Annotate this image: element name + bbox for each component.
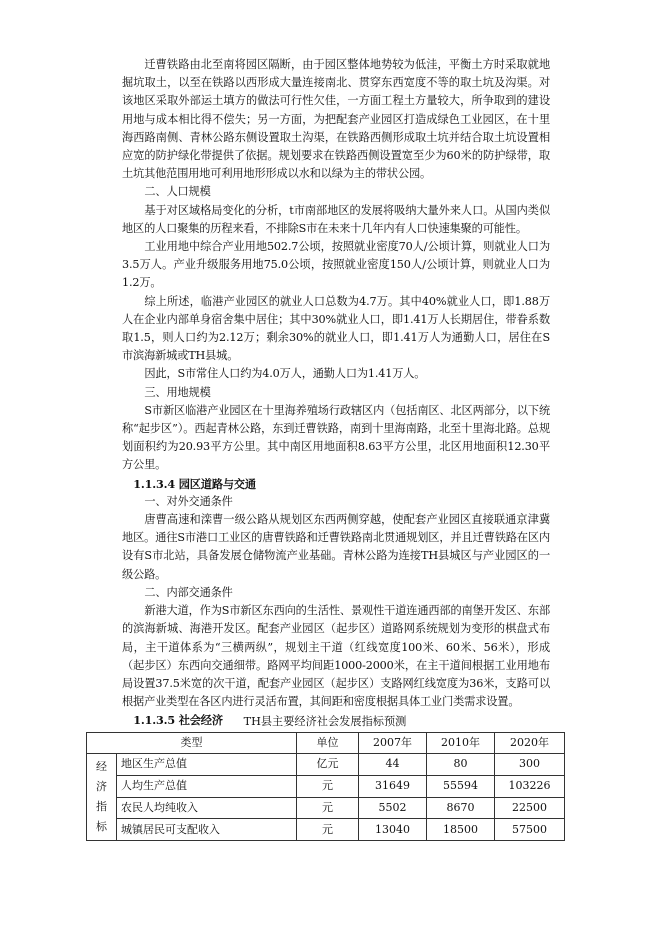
row-value-2007: 44	[359, 754, 427, 776]
section-population-heading: 二、人口规模	[144, 185, 211, 199]
row-value-2007: 5502	[359, 797, 427, 819]
paragraph-employment-calc: 工业用地中综合产业用地502.7公顷，按照就业密度70人/公顷计算，则就业人口为3.5万人。产业升级服务用地75.0公顷，按照就业密度150人/公顷计算，则就业人口为1.2万。	[122, 240, 550, 290]
row-unit: 元	[297, 775, 359, 797]
row-unit: 元	[297, 797, 359, 819]
paragraph-internal-traffic: 新港大道，作为S市新区东西向的生活性、景观性干道连通西部的南堡开发区、东部的滨海新城、海港开发区。配套产业园区（起步区）道路网系统规划为变形的棋盘式布局，主干道体系为“三横两纵”，规划主干道（红线宽度100米、60米、56米），形成（起步区）东西向交通细带。路网平均间距1000-2000米，在主干道间根据工业用地布局设置37.5米宽的次干道，配套产业园区（起步区）支路网红线宽度为36米，支路可以根据产业类型在各区内进行灵活布置，其间距和密度根据具体工业门类需求设置。	[122, 604, 550, 709]
section-internal-traffic-heading: 二、内部交通条件	[144, 585, 233, 599]
paragraph-resident-population: 因此，S市常住人口约为4.0万人，通勤人口为1.41万人。	[144, 367, 426, 381]
paragraph-population-trend: 基于对区域格局变化的分析，t市南部地区的发展将吸纳大量外来人口。从国内类似地区的人口聚集的历程来看，不排除S市在未来十几年内有人口快速集聚的可能性。	[122, 203, 550, 235]
row-value-2010: 55594	[427, 775, 495, 797]
row-name: 地区生产总值	[117, 754, 297, 776]
table-row	[87, 754, 565, 776]
row-value-2007: 31649	[359, 775, 427, 797]
group-label-economic-indicators: 经济指标	[87, 754, 117, 841]
economic-indicator-table	[86, 732, 565, 841]
table-caption: TH县主要经济社会发展指标预测	[243, 715, 407, 728]
row-value-2010: 18500	[427, 819, 495, 841]
section-land-heading: 三、用地规模	[144, 385, 211, 399]
row-name: 人均生产总值	[117, 775, 297, 797]
header-type: 类型	[87, 733, 297, 754]
row-value-2010: 8670	[427, 797, 495, 819]
row-value-2020: 57500	[495, 819, 565, 841]
table-header-row	[87, 733, 565, 754]
economic-indicator-table-block	[86, 714, 564, 841]
table-row	[87, 797, 565, 819]
row-value-2020: 103226	[495, 775, 565, 797]
row-unit: 元	[297, 819, 359, 841]
document-body	[122, 56, 550, 730]
paragraph-earthwork: 迁曹铁路由北至南将园区隔断，由于园区整体地势较为低洼，平衡土方时采取就地掘坑取土，以至在铁路以西形成大量连接南北、贯穿东西宽度不等的取土坑及沟渠。对该地区采取外部运土填方的做法可行性欠佳，一方面工程土方量较大，所争取到的建设用地与成本相比得不偿失；另一方面，为把配套产业园区打造成绿色工业园区，在十里海西路南侧、青林公路东侧设置取土沟渠，在铁路西侧形成取土坑并结合取土坑设置相应宽的防护绿化带提供了依据。规划要求在铁路西侧设置宽至少为60米的防护绿带，取土坑其他范围用地可利用地形形成以水和以绿为主的带状公园。	[122, 58, 550, 181]
table-row	[87, 819, 565, 841]
paragraph-external-traffic: 唐曹高速和滦曹一级公路从规划区东西两侧穿越，使配套产业园区直接联通京津冀地区。通往S市港口工业区的唐曹铁路和迁曹铁路南北贯通规划区，并且迁曹铁路在区内设有S市北站，具备发展仓储物流产业基础。青林公路为连接TH县城区与产业园区的一级公路。	[122, 513, 550, 581]
row-name: 城镇居民可支配收入	[117, 819, 297, 841]
row-value-2007: 13040	[359, 819, 427, 841]
header-unit: 单位	[297, 733, 359, 754]
row-value-2010: 80	[427, 754, 495, 776]
row-value-2020: 300	[495, 754, 565, 776]
row-value-2020: 22500	[495, 797, 565, 819]
table-row	[87, 775, 565, 797]
section-external-traffic-heading: 一、对外交通条件	[144, 494, 233, 508]
header-2010: 2010年	[427, 733, 495, 754]
header-2020: 2020年	[495, 733, 565, 754]
row-name: 农民人均纯收入	[117, 797, 297, 819]
heading-social-economy: 1.1.3.5 社会经济	[133, 713, 223, 728]
row-unit: 亿元	[297, 754, 359, 776]
paragraph-employment-summary: 综上所述，临港产业园区的就业人口总数为4.7万。其中40%就业人口，即1.88万人在企业内部单身宿舍集中居住；其中30%就业人口，即1.41万人长期居住，带眷系数取1.5，则人口约为2.12万；剩余30%的就业人口，即1.41万人为通勤人口，居住在S市滨海新城或TH县城。	[122, 294, 550, 363]
heading-roads-traffic: 1.1.3.4 园区道路与交通	[133, 476, 256, 491]
header-2007: 2007年	[359, 733, 427, 754]
paragraph-land-scale: S市新区临港产业园区在十里海养殖场行政辖区内（包括南区、北区两部分，以下统称“起步区”）。西起青林公路，东到迁曹铁路，南到十里海南路，北至十里海北路。总规划面积约为20.93平方公里。其中南区用地面积8.63平方公里，北区用地面积12.30平方公里。	[122, 403, 550, 472]
